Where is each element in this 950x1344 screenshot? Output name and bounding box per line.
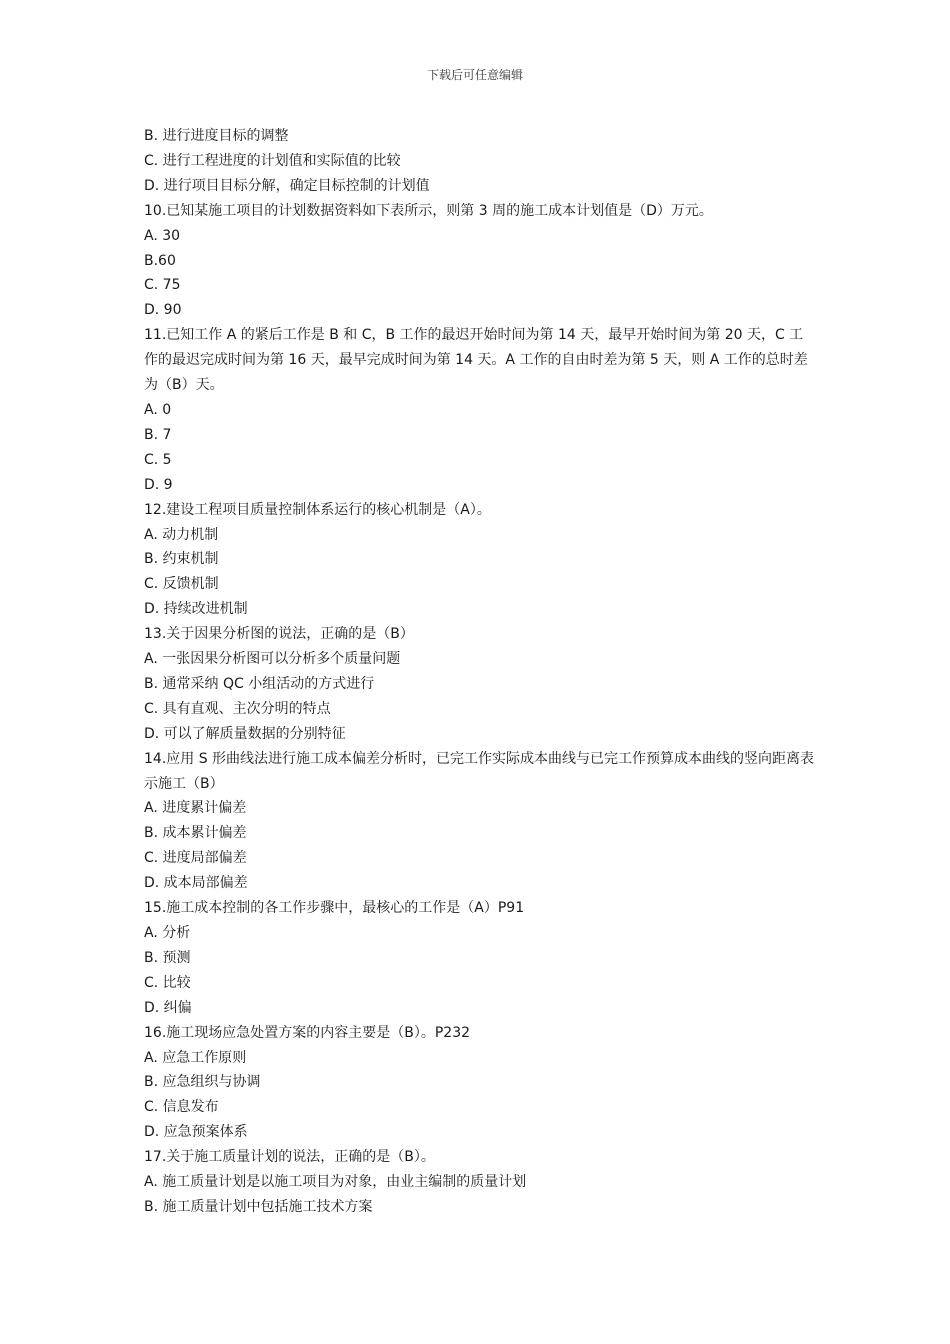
- option-line: B. 约束机制: [144, 551, 219, 568]
- option-line: C. 进度局部偏差: [144, 850, 247, 867]
- option-line: D. 成本局部偏差: [144, 875, 248, 892]
- option-line: C. 5: [144, 451, 172, 468]
- option-line: B. 预测: [144, 949, 191, 966]
- option-line: C. 信息发布: [144, 1099, 219, 1116]
- option-line: A. 进度累计偏差: [144, 800, 247, 817]
- question-13: 13.关于因果分析图的说法，正确的是（B）: [144, 626, 414, 643]
- question-15: 15.施工成本控制的各工作步骤中，最核心的工作是（A）P91: [144, 900, 525, 917]
- option-line: B. 成本累计偏差: [144, 825, 247, 842]
- option-line: A. 30: [144, 227, 181, 244]
- option-line: D. 应急预案体系: [144, 1124, 248, 1141]
- option-line: D. 纠偏: [144, 999, 192, 1016]
- option-line: A. 应急工作原则: [144, 1049, 247, 1066]
- option-line: D. 可以了解质量数据的分别特征: [144, 725, 346, 742]
- option-line: A. 一张因果分析图可以分析多个质量问题: [144, 651, 401, 668]
- option-line: A. 施工质量计划是以施工项目为对象，由业主编制的质量计划: [144, 1174, 527, 1191]
- option-line: D. 90: [144, 302, 182, 319]
- page-header: 下载后可任意编辑: [426, 68, 523, 82]
- text-line: C. 进行工程进度的计划值和实际值的比较: [144, 152, 401, 169]
- option-line: B. 通常采纳 QC 小组活动的方式进行: [144, 675, 375, 692]
- question-14: 14.应用 S 形曲线法进行施工成本偏差分析时，已完工作实际成本曲线与已完工作预算成本曲线的竖向距离表示施工（B）: [144, 750, 815, 792]
- question-10: 10.已知某施工项目的计划数据资料如下表所示，则第 3 周的施工成本计划值是（D）万元。: [144, 202, 713, 219]
- document-body: [144, 124, 816, 1220]
- question-16: 16.施工现场应急处置方案的内容主要是（B）。P232: [144, 1024, 471, 1041]
- option-line: D. 9: [144, 476, 173, 493]
- text-line: B. 进行进度目标的调整: [144, 128, 289, 144]
- option-line: A. 动力机制: [144, 526, 219, 543]
- option-line: B.60: [144, 252, 176, 269]
- option-line: D. 持续改进机制: [144, 601, 248, 618]
- option-line: C. 具有直观、主次分明的特点: [144, 700, 331, 717]
- option-line: A. 分析: [144, 925, 191, 941]
- option-line: A. 0: [144, 401, 172, 418]
- option-line: B. 7: [144, 426, 172, 443]
- question-17: 17.关于施工质量计划的说法，正确的是（B）。: [144, 1149, 435, 1166]
- option-line: B. 施工质量计划中包括施工技术方案: [144, 1198, 373, 1215]
- question-11: 11.已知工作 A 的紧后工作是 B 和 C，B 工作的最迟开始时间为第 14 天，最早开始时间为第 20 天，C 工作的最迟完成时间为第 16 天，最早完成时间为第 14 天。A 工作的自由时差为第 5 天，则 A 工作的总时差为（B）天。: [144, 327, 808, 394]
- question-12: 12.建设工程项目质量控制体系运行的核心机制是（A）。: [144, 501, 491, 518]
- option-line: C. 比较: [144, 974, 191, 991]
- text-line: D. 进行项目目标分解，确定目标控制的计划值: [144, 177, 430, 194]
- option-line: C. 75: [144, 277, 181, 294]
- option-line: B. 应急组织与协调: [144, 1074, 261, 1091]
- option-line: C. 反馈机制: [144, 576, 219, 593]
